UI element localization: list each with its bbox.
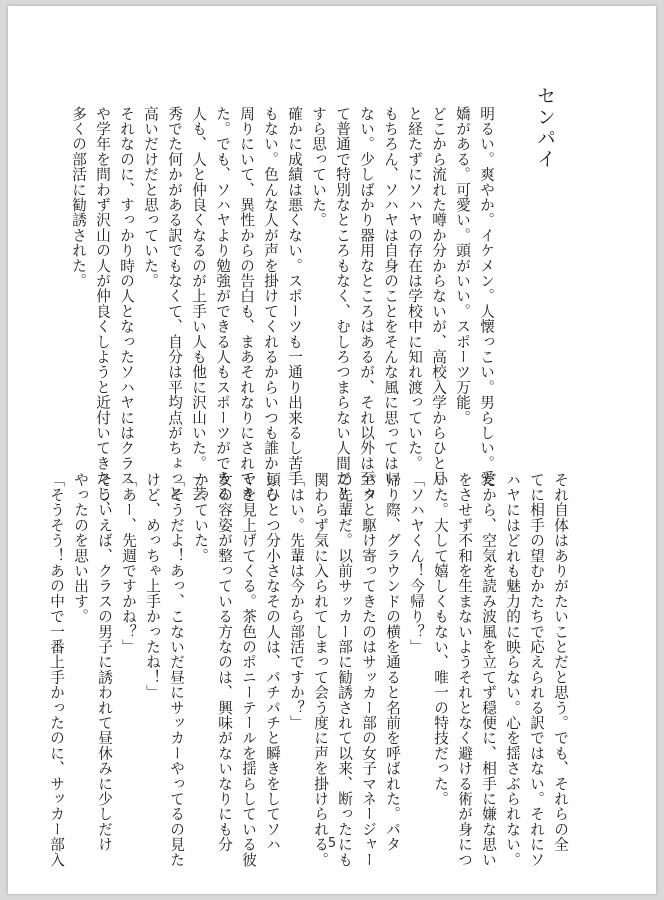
text-line: た。でも、ソハヤより勉強ができる人もスポーツができる <box>214 106 231 502</box>
text-line: 嬌がある。可愛い。頭がいい。スポーツ万能。 <box>454 106 471 426</box>
page-number: 5 <box>327 836 337 851</box>
text-line: すら思っていた。 <box>310 106 327 228</box>
text-line: 帰り際、グラウンドの横を通ると名前を呼ばれた。パタ <box>384 472 401 852</box>
text-line: ハヤにはどれも魅力的に映らない。心を揺さぶられない。 <box>504 472 521 868</box>
text-line: それなのに、すっかり時の人となったソハヤにはクラス <box>118 106 135 486</box>
text-line: いた。大して嬉しくもない、唯一の特技だった。 <box>432 472 449 807</box>
text-line: ヤを見上げてくる。茶色のポニーテールを揺らしている彼 <box>240 472 257 868</box>
text-line: の先輩だ。以前サッカー部に勧誘されて以来、断ったにも <box>336 472 353 868</box>
text-line: 「はい。先輩は今から部活ですか？」 <box>288 472 305 731</box>
text-line: かっていた。 <box>192 472 209 564</box>
text-line: 「そうそう！あの中で一番上手かったのに、サッカー部入 <box>48 472 65 868</box>
text-line: パタと駆け寄ってきたのはサッカー部の女子マネージャー <box>360 472 377 868</box>
text-line: 多くの部活に勧誘された。 <box>70 106 87 289</box>
text-line: もない。色んな人が声を掛けてくれるからいつも誰かしら <box>262 106 279 502</box>
text-line: 人も、人と仲良くなるのが上手い人も他に沢山いた。一芸 <box>190 106 207 502</box>
upper-text-block <box>70 106 498 517</box>
text-line: 関わらず気に入られてしまって会う度に声を掛けられる。 <box>312 472 329 868</box>
text-line: 秀でた何かがある訳でもなくて、自分は平均点がちょっと <box>166 106 183 502</box>
text-line: と経たずにソハヤの存在は学校中に知れ渡っていた。 <box>406 106 423 471</box>
text-line: 周りにいて、異性からの告白も、まあそれなりにされてき <box>238 106 255 502</box>
chapter-title: センパイ <box>534 86 556 170</box>
text-line: それ自体はありがたいことだと思う。でも、それらの全 <box>552 472 569 852</box>
text-line: 女の容姿が整っている方なのは、興味がないなりにも分 <box>216 472 233 852</box>
text-line: 高いだけだと思っていた。 <box>142 106 159 289</box>
text-line: ない。少しばかり器用なところはあるが、それ以外は至っ <box>358 106 375 502</box>
book-page <box>8 6 656 894</box>
text-line: 確かに成績は悪くない。スポーツも一通り出来るし苦手 <box>286 106 303 486</box>
text-line: 明るい。爽やか。イケメン。人懐っこい。男らしい。愛 <box>478 106 495 486</box>
lower-text-block <box>48 472 572 868</box>
text-line: だから、空気を読み波風を立てず穏便に、相手に嫌な思い <box>480 472 497 868</box>
text-line: てに相手の望むかたちで応えられる訳ではない。それにソ <box>528 472 545 868</box>
text-line: 「そうだよ！あっ、こないだ昼にサッカーやってるの見た <box>168 472 185 868</box>
text-line: 頭ひとつ分小さなその人は、パチパチと瞬きをしてソハ <box>264 472 281 852</box>
text-line: や学年を問わず沢山の人が仲良くしようと近付いてきたし、 <box>94 106 111 517</box>
text-line: そういえば、クラスの男子に誘われて昼休みに少しだけ <box>96 472 113 852</box>
text-line: て普通で特別なところもなく、むしろつまらない人間だと <box>334 106 351 502</box>
text-line: をさせず不和を生まないようそれとなく避ける術が身につ <box>456 472 473 868</box>
text-line: 「あー、先週ですかね？」 <box>120 472 137 655</box>
text-line: もちろん、ソハヤは自身のことをそんな風に思ってはい <box>382 106 399 486</box>
text-line: やったのを思い出す。 <box>72 472 89 624</box>
text-line: どこから流れた噂か分からないが、高校入学からひと月 <box>430 106 447 486</box>
text-line: けど、めっちゃ上手かったね！」 <box>144 472 161 700</box>
text-line: 「ソハヤくん！今帰り？」 <box>408 472 425 655</box>
